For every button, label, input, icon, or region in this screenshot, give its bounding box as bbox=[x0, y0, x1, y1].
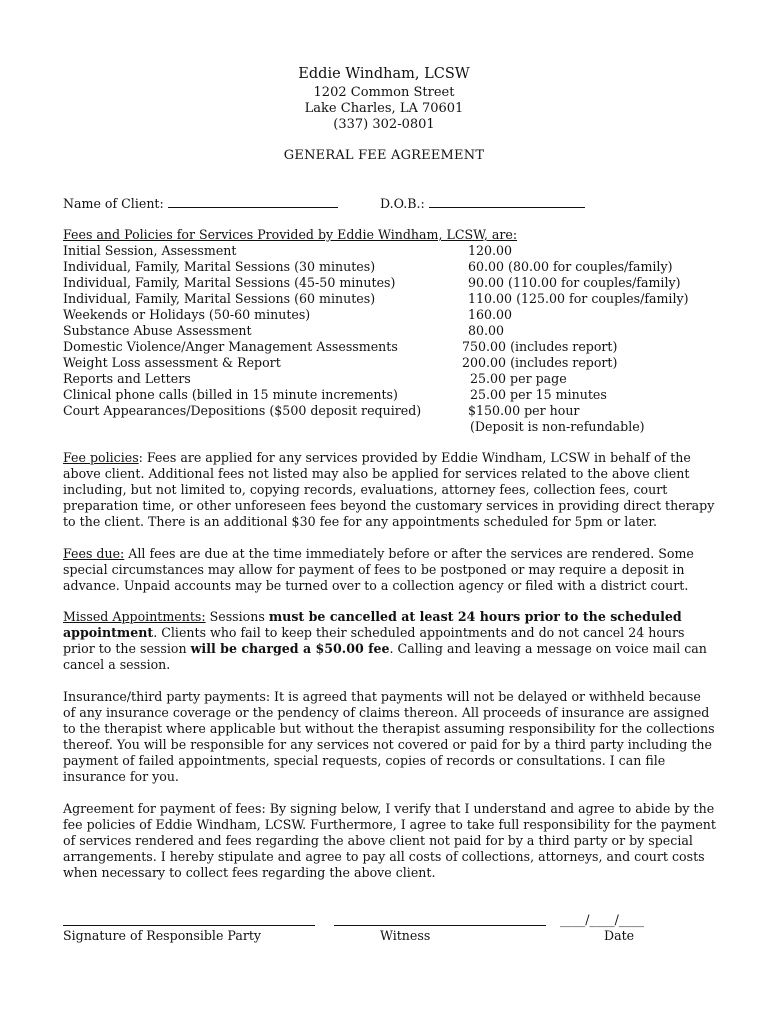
client-name-field[interactable] bbox=[63, 195, 338, 212]
client-name-label: Name of Client: bbox=[63, 196, 164, 211]
practitioner-name: Eddie Windham, LCSW bbox=[298, 66, 470, 82]
fee-amount: 120.00 bbox=[468, 243, 513, 258]
fee-service: Substance Abuse Assessment bbox=[63, 323, 252, 338]
fee-service: Court Appearances/Depositions ($500 deposit required) bbox=[63, 403, 422, 418]
missed-bold-text: must be cancelled at least 24 hours prior to the scheduled bbox=[268, 609, 682, 624]
fee-amount: 60.00 (80.00 for couples/family) bbox=[468, 259, 673, 274]
insurance-section bbox=[63, 689, 713, 785]
fee-policies-text: to the client. There is an additional $30 fee for any appointments scheduled for 5pm or later. bbox=[63, 514, 657, 529]
fee-service: Clinical phone calls (billed in 15 minute increments) bbox=[63, 387, 398, 402]
missed-text: . Calling and leaving a message on voice mail can bbox=[389, 641, 707, 656]
deposit-note: (Deposit is non-refundable) bbox=[470, 419, 645, 434]
dob-label: D.O.B.: bbox=[380, 196, 425, 211]
agreement-text: Agreement for payment of fees: By signing below, I verify that I understand and agree to abide by the bbox=[63, 801, 715, 816]
client-name-blank[interactable] bbox=[168, 195, 338, 208]
fee-policies-section bbox=[63, 450, 713, 530]
insurance-text: payment of failed appointments, special requests, copies of records or consultations. I can file bbox=[63, 753, 666, 768]
fee-amount: 25.00 per 15 minutes bbox=[470, 387, 607, 402]
street-address: 1202 Common Street bbox=[313, 85, 455, 100]
fee-amount: 110.00 (125.00 for couples/family) bbox=[468, 291, 689, 306]
fees-due-section bbox=[63, 546, 713, 594]
witness-label: Witness bbox=[380, 928, 431, 943]
agreement-text: fee policies of Eddie Windham, LCSW. Furthermore, I agree to take full responsibility for the payment bbox=[63, 817, 716, 832]
fee-amount: 200.00 (includes report) bbox=[462, 355, 618, 370]
document-title: GENERAL FEE AGREEMENT bbox=[283, 148, 485, 163]
fee-service: Individual, Family, Marital Sessions (30 minutes) bbox=[63, 259, 376, 274]
insurance-text: to the therapist where applicable but without the therapist assuming responsibility for the collections bbox=[63, 721, 715, 736]
witness-signature-line[interactable] bbox=[334, 925, 546, 926]
fee-policies-label: Fee policies bbox=[63, 450, 139, 465]
agreement-text: arrangements. I hereby stipulate and agree to pay all costs of collections, attorneys, and court costs bbox=[63, 849, 705, 864]
missed-text: . Clients who fail to keep their scheduled appointments and do not cancel 24 hours bbox=[153, 625, 685, 640]
fee-amount: 90.00 (110.00 for couples/family) bbox=[468, 275, 681, 290]
fees-due-text: All fees are due at the time immediately before or after the services are rendered. Some bbox=[124, 546, 694, 561]
missed-text: Sessions bbox=[205, 609, 269, 624]
fees-due-text: advance. Unpaid accounts may be turned over to a collection agency or filed with a district court. bbox=[63, 578, 689, 593]
fees-heading: Fees and Policies for Services Provided by Eddie Windham, LCSW, are: bbox=[63, 227, 518, 242]
missed-bold-text: appointment bbox=[63, 625, 154, 640]
dob-blank[interactable] bbox=[429, 195, 585, 208]
responsible-party-signature-line[interactable] bbox=[63, 925, 315, 926]
insurance-text: Insurance/third party payments: It is agreed that payments will not be delayed or withheld because bbox=[63, 689, 701, 704]
missed-bold-text: will be charged a $50.00 fee bbox=[190, 641, 390, 656]
fee-service: Individual, Family, Marital Sessions (45-50 minutes) bbox=[63, 275, 396, 290]
fee-service: Weight Loss assessment & Report bbox=[63, 355, 281, 370]
date-blank[interactable]: ____/____/____ bbox=[560, 912, 645, 927]
agreement-section bbox=[63, 801, 716, 881]
fee-policies-text: above client. Additional fees not listed may also be applied for services related to the above client bbox=[63, 466, 690, 481]
dob-field[interactable] bbox=[380, 195, 585, 212]
fee-service: Individual, Family, Marital Sessions (60 minutes) bbox=[63, 291, 376, 306]
missed-appointments-section bbox=[63, 609, 713, 673]
fees-due-text: special circumstances may allow for payment of fees to be postponed or may require a deposit in bbox=[63, 562, 685, 577]
fee-policies-text: preparation time, or other unforeseen fees beyond the customary services in providing direct therapy bbox=[63, 498, 715, 513]
agreement-text: when necessary to collect fees regarding the above client. bbox=[63, 865, 436, 880]
missed-text: prior to the session bbox=[63, 641, 191, 656]
city-state-zip: Lake Charles, LA 70601 bbox=[304, 101, 464, 116]
date-label: Date bbox=[604, 928, 635, 943]
fee-service: Reports and Letters bbox=[63, 371, 191, 386]
missed-appointments-label: Missed Appointments: bbox=[63, 609, 206, 624]
fees-due-label: Fees due: bbox=[63, 546, 125, 561]
fee-amount: 80.00 bbox=[468, 323, 505, 338]
insurance-text: thereof. You will be responsible for any services not covered or paid for by a third party including the bbox=[63, 737, 712, 752]
fee-service: Weekends or Holidays (50-60 minutes) bbox=[63, 307, 311, 322]
fee-amount: 25.00 per page bbox=[470, 371, 567, 386]
fee-policies-text: : Fees are applied for any services provided by Eddie Windham, LCSW in behalf of the bbox=[138, 450, 691, 465]
insurance-text: of any insurance coverage or the pendency of claims thereon. All proceeds of insurance are assigned bbox=[63, 705, 710, 720]
phone-number: (337) 302-0801 bbox=[333, 117, 435, 132]
responsible-party-label: Signature of Responsible Party bbox=[63, 928, 262, 943]
fee-amount: 160.00 bbox=[468, 307, 513, 322]
fee-policies-text: including, but not limited to, copying records, evaluations, attorney fees, collection fees, court bbox=[63, 482, 668, 497]
fee-service: Domestic Violence/Anger Management Assessments bbox=[63, 339, 398, 354]
fee-amount: $150.00 per hour bbox=[468, 403, 580, 418]
fee-service: Initial Session, Assessment bbox=[63, 243, 237, 258]
missed-text: cancel a session. bbox=[63, 657, 171, 672]
agreement-text: of services rendered and fees regarding the above client not paid for by a third party or by special bbox=[63, 833, 693, 848]
insurance-text: insurance for you. bbox=[63, 769, 179, 784]
fee-amount: 750.00 (includes report) bbox=[462, 339, 618, 354]
